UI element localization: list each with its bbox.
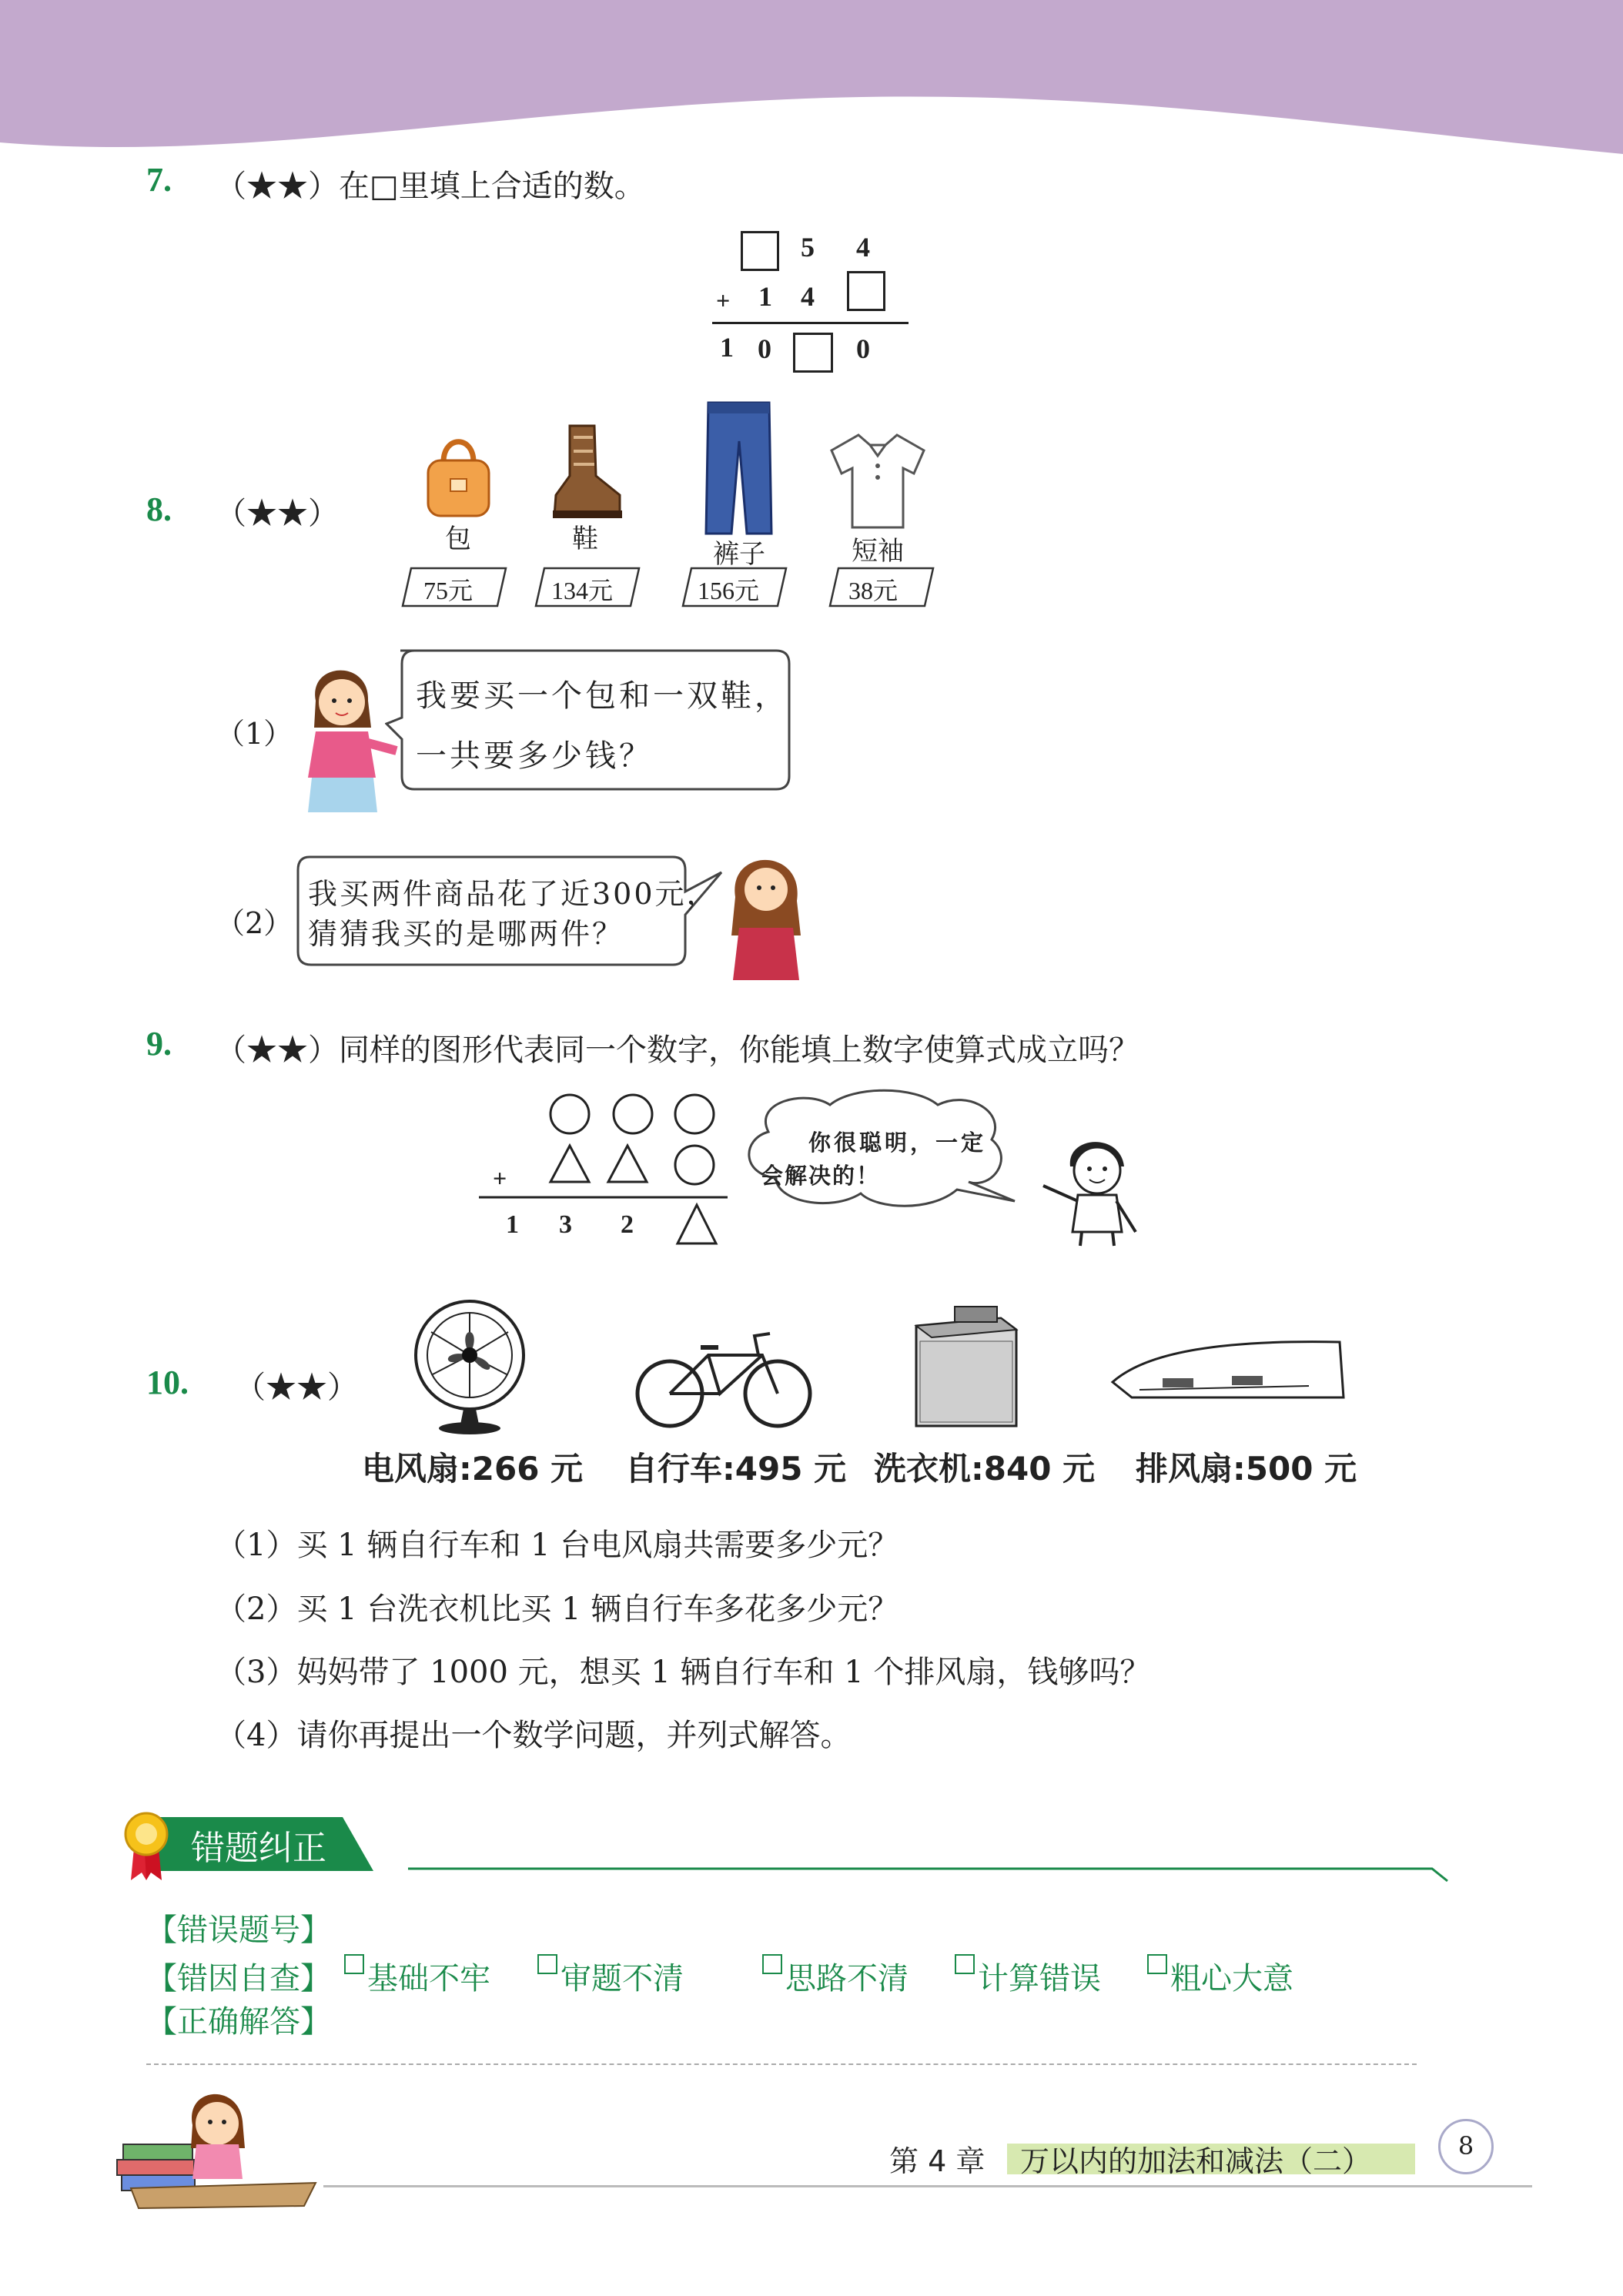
- checkbox[interactable]: [955, 1954, 975, 1974]
- correction-rule: [408, 1859, 1451, 1883]
- checkbox[interactable]: [762, 1954, 782, 1974]
- q7-blank-tens[interactable]: [793, 333, 833, 373]
- q10-subquestion: （3）妈妈带了 1000 元，想买 1 辆自行车和 1 个排风扇，钱够吗？: [216, 1655, 1151, 1690]
- electric-fan-icon: [408, 1297, 531, 1436]
- option-unclear-thinking[interactable]: 思路不清: [762, 1954, 909, 1998]
- q7-plus: +: [716, 286, 731, 314]
- speech-text: 一共要多少钱？: [416, 738, 653, 774]
- circle-shape: [614, 1095, 652, 1133]
- q10-number: 10.: [146, 1364, 189, 1401]
- reading-girl-icon: [108, 2056, 323, 2210]
- boot-icon: [547, 422, 624, 522]
- label-error-cause: 【错因自查】: [146, 1961, 331, 1996]
- option-calc-error[interactable]: 计算错误: [955, 1954, 1101, 1998]
- item-name: 鞋: [572, 524, 598, 554]
- q10-stars: （★★）: [235, 1370, 358, 1405]
- bicycle-icon: [635, 1324, 812, 1432]
- q7-text: （★★）在□里填上合适的数。: [216, 169, 645, 204]
- q9-number: 9.: [146, 1025, 172, 1063]
- option-misread[interactable]: 审题不清: [537, 1954, 684, 1998]
- q9-digit: 1: [506, 1210, 519, 1239]
- circle-shape: [550, 1095, 589, 1133]
- q8-sub1-label: （1）: [216, 717, 293, 751]
- speech-text: 我买两件商品花了近300元，: [308, 877, 718, 911]
- q7-digit: 4: [801, 281, 815, 312]
- speech-text: 猜猜我买的是哪两件？: [308, 917, 624, 951]
- tshirt-icon: [828, 431, 928, 531]
- item-name: 包: [445, 524, 471, 554]
- q10-subquestion: （1）买 1 辆自行车和 1 台电风扇共需要多少元？: [216, 1528, 899, 1563]
- cloud-text: 你很聪明，一定: [808, 1130, 987, 1156]
- cloud-text: 会解决的！: [761, 1163, 881, 1189]
- washing-machine-icon: [909, 1303, 1024, 1434]
- appliance-label: 电风扇:266 元: [362, 1450, 584, 1488]
- q9-digit: 2: [621, 1210, 634, 1239]
- q7-blank-hundreds[interactable]: [741, 231, 779, 271]
- footer-chapter: 第 4 章: [889, 2144, 986, 2178]
- triangle-shape: [608, 1146, 647, 1182]
- q8-sub2-label: （2）: [216, 906, 293, 940]
- dashed-divider: [146, 2063, 1417, 2065]
- price-tag: 156元: [698, 577, 760, 604]
- q7-digit: 4: [856, 232, 870, 263]
- q10-subquestion: （4）请你再提出一个数学问题，并列式解答。: [216, 1718, 852, 1753]
- medal-icon: [123, 1809, 169, 1883]
- speech-text: 我要买一个包和一双鞋，: [416, 678, 788, 714]
- item-name: 裤子: [713, 539, 765, 570]
- appliance-label: 自行车:495 元: [625, 1450, 847, 1488]
- footer-line: [323, 2185, 1532, 2187]
- q8-number: 8.: [146, 490, 172, 528]
- jeans-icon: [702, 399, 775, 537]
- price-tag: 134元: [551, 577, 614, 604]
- option-basic-weak[interactable]: 基础不牢: [344, 1954, 490, 1998]
- label-correct-answer: 【正确解答】: [146, 2004, 331, 2040]
- q7-digit: 1: [758, 281, 772, 312]
- checkbox[interactable]: [537, 1954, 557, 1974]
- appliance-label: 洗衣机:840 元: [874, 1450, 1096, 1488]
- q9-text: （★★）同样的图形代表同一个数字，你能填上数字使算式成立吗？: [216, 1033, 1139, 1068]
- triangle-shape: [550, 1146, 589, 1182]
- triangle-shape: [678, 1205, 716, 1243]
- q7-digit: 0: [758, 333, 771, 364]
- circle-shape: [675, 1146, 714, 1184]
- price-tag: 38元: [848, 577, 899, 604]
- girl-icon: [724, 843, 808, 982]
- footer-title: 万以内的加法和减法（二）: [1020, 2144, 1372, 2178]
- price-tag: 75元: [423, 577, 474, 604]
- q8-stars: （★★）: [216, 496, 339, 531]
- q7-sum-line: [712, 322, 909, 324]
- q7-blank-ones[interactable]: [847, 271, 885, 311]
- q7-number: 7.: [146, 161, 172, 199]
- q7-digit: 0: [856, 333, 870, 364]
- q9-plus: +: [493, 1164, 507, 1192]
- checkbox[interactable]: [344, 1954, 364, 1974]
- header-wave: [0, 0, 1623, 169]
- girl-icon: [285, 654, 400, 816]
- checkbox[interactable]: [1147, 1954, 1167, 1974]
- item-name: 短袖: [852, 536, 904, 567]
- option-careless[interactable]: 粗心大意: [1147, 1954, 1293, 1998]
- q7-digit: 1: [720, 332, 734, 363]
- q7-digit: 5: [801, 232, 815, 263]
- q9-digit: 3: [559, 1210, 572, 1239]
- page-number: 8: [1457, 2131, 1474, 2160]
- appliance-label: 排风扇:500 元: [1136, 1450, 1357, 1488]
- q10-subquestion: （2）买 1 台洗衣机比买 1 辆自行车多花多少元？: [216, 1591, 899, 1627]
- boy-icon: [1036, 1132, 1151, 1247]
- label-error-number: 【错误题号】: [146, 1913, 331, 1948]
- circle-shape: [675, 1095, 714, 1133]
- range-hood-icon: [1109, 1336, 1347, 1409]
- correction-title: 错题纠正: [191, 1829, 326, 1868]
- bag-icon: [422, 431, 495, 520]
